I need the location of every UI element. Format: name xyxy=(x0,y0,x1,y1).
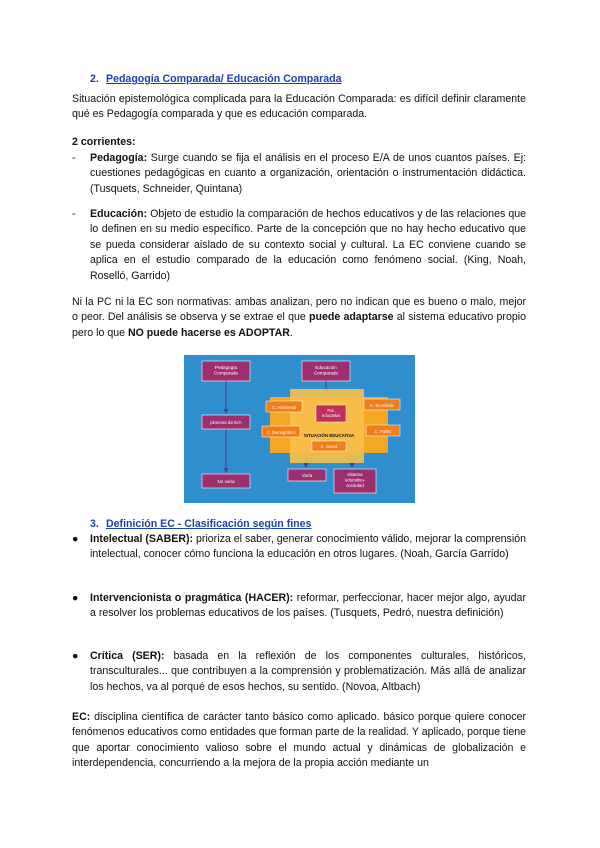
label-c-economico: C. Económic xyxy=(370,403,394,408)
current-term: Pedagogía: xyxy=(90,152,148,164)
purpose-text: basada en la reflexión de los componentes culturales, históricos, transculturales... que contribuyen a la comprensión y problematización. Más allá de analizar los hechos, va al porqué de esos hechos, su sentido. (Novoa, Altbach) xyxy=(90,650,527,693)
bullet-icon: ● xyxy=(72,650,79,662)
purpose-text: prioriza el saber, generar conocimiento válido, mejorar la comprensión intelectual, conocer cómo funciona la educación en otros lugares. (Noah, García Garrido) xyxy=(90,533,526,561)
normative-text-2: al sistema educativo propio pero lo que xyxy=(72,311,526,339)
current-text: Objeto de estudio la comparación de hechos educativos y de las relaciones que lo definen en su medio específico. Parte de la concepción que no hay hecho educativo que se pueda considerar aislado de su contexto social y cultural. La EC conviene cuando se aplica en el estudio comparado de la educación como fenómeno social. (King, Noah, Roselló, Garrido) xyxy=(90,208,526,282)
section-2-title: Pedagogía Comparada/ Educación Comparada xyxy=(106,73,342,85)
label-c-ambiental: C. Ambiental xyxy=(272,405,296,410)
label-sistema: sistema educativo-sociedad xyxy=(344,472,366,488)
purpose-term: Intelectual (SABER): xyxy=(90,533,194,545)
purpose-item-critica xyxy=(72,649,527,695)
ec-term: EC: xyxy=(72,711,91,723)
purpose-term: Intervencionista o pragmática (HACER): xyxy=(90,592,294,604)
section-3-title: Definición EC - Clasificación según fines xyxy=(106,518,312,530)
normative-text-1: Ni la PC ni la EC son normativas: ambas analizan, pero no indican que es bueno o malo, mejor o peor. Del análisis se observa y se extrae el que xyxy=(72,296,526,324)
label-no-varia: No varia xyxy=(217,479,235,484)
normative-bold-1: puede adaptarse xyxy=(309,311,394,324)
current-item-educacion xyxy=(72,207,526,284)
ec-definition-paragraph xyxy=(72,710,526,772)
purpose-item-intervencionista xyxy=(72,591,526,622)
current-item-pedagogia xyxy=(72,151,526,197)
bullet-icon: ● xyxy=(72,592,79,604)
normative-bold-2: NO puede hacerse es ADOPTAR xyxy=(127,326,290,339)
purpose-item-intelectual xyxy=(72,532,526,563)
section-2-heading xyxy=(90,72,341,86)
label-c-social: C. Social xyxy=(320,444,338,449)
currents-heading: 2 corrientes: xyxy=(72,136,136,148)
purpose-term: Crítica (SER): xyxy=(90,650,165,662)
intro-paragraph: Situación epistemológica complicada para la Educación Comparada: es difícil definir claramente qué es Pedagogía comparada y que es educación comparada. xyxy=(72,93,526,121)
label-c-demografico: C. Demográfico xyxy=(266,430,296,435)
label-pol-educativa: Pol. educativa xyxy=(322,408,340,418)
comparison-diagram xyxy=(184,355,415,503)
list-dash: - xyxy=(72,208,76,220)
ec-text: disciplina científica de carácter tanto básico como aplicado. básico porque quiere conocer fenómenos educativos como entidades que forman parte de la realidad. Y aplicado, porque tiene que aportar conocimiento valioso sobre el mundo actual y dinámicas de globalización e interdependencia, concurriendo a la mejora de la propia acción mediante un xyxy=(72,711,526,770)
list-dash: - xyxy=(72,152,76,164)
label-pedagogia: Pedagogía Comparada xyxy=(213,365,239,376)
label-c-politico: C. Polític xyxy=(374,429,392,434)
purpose-text: reformar, perfeccionar, hacer mejor algo, ayudar a resolver los problemas educativos de los países. (Tusquets, Pedró, nuestra definición) xyxy=(90,592,526,620)
normative-paragraph xyxy=(72,295,526,341)
section-3-heading xyxy=(90,517,311,531)
orange-cluster-core xyxy=(290,389,364,463)
section-3-number: 3. xyxy=(90,518,99,530)
current-term: Educación: xyxy=(90,208,148,220)
label-proceso: proceso de E/A xyxy=(210,420,242,425)
label-varia: Varía xyxy=(301,473,313,478)
section-2-number: 2. xyxy=(90,73,99,85)
current-text: Surge cuando se fija el análisis en el proceso E/A de unos cuantos países. Ej: cuestiones pedagógicas en cuanto a organización, orientación o instrumentación didáctica. (Tusquets, Schneider, Quintana) xyxy=(90,152,526,195)
label-educacion: Educación Comparada xyxy=(313,365,339,376)
label-situacion-educativa: SITUACIÓN EDUCATIVA xyxy=(303,433,355,438)
bullet-icon: ● xyxy=(72,533,79,545)
normative-text-3: . xyxy=(289,326,293,339)
